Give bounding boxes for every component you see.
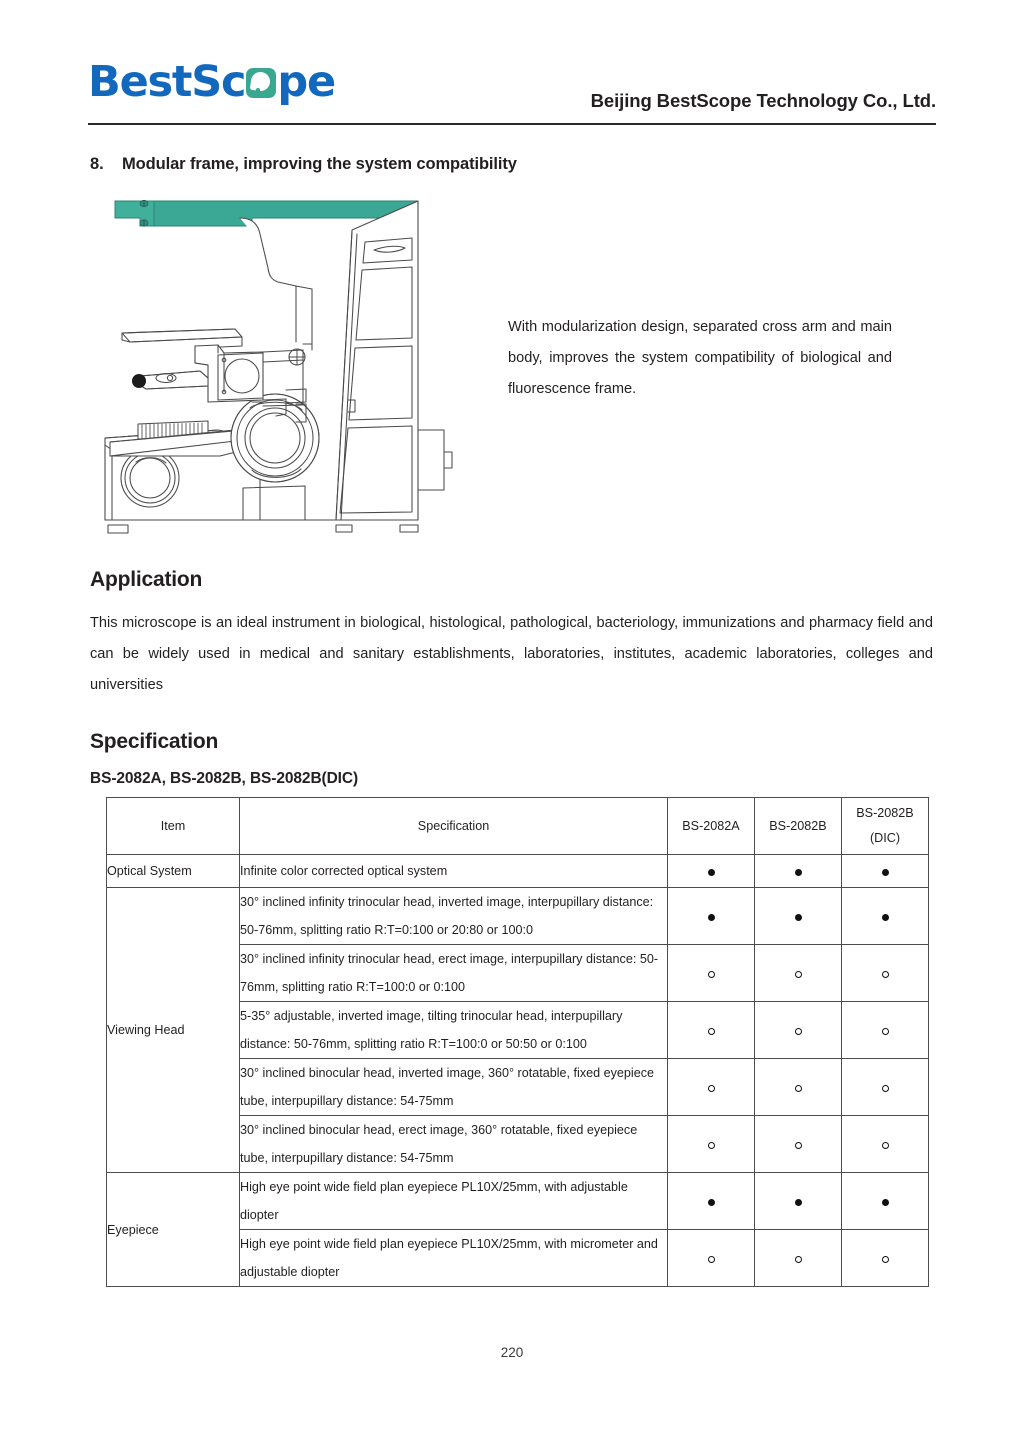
column-header-item: Item — [107, 798, 240, 855]
row-mark-bs2082b — [755, 855, 842, 888]
page-number: 220 — [500, 1345, 524, 1360]
row-mark-bs2082b — [755, 888, 842, 945]
row-mark-bs2082a — [668, 1116, 755, 1173]
row-mark-bs2082b-dic — [842, 1116, 929, 1173]
open-dot-icon — [882, 1028, 889, 1035]
open-dot-icon — [795, 1142, 802, 1149]
open-dot-icon — [708, 1142, 715, 1149]
open-dot-icon — [882, 1256, 889, 1263]
row-specification-text: 30° inclined infinity trinocular head, erect image, interpupillary distance: 50-76mm, splitting ratio R:T=100:0 or 0:100 — [240, 945, 668, 1002]
row-mark-bs2082b — [755, 945, 842, 1002]
open-dot-icon — [708, 971, 715, 978]
table-row — [107, 1173, 929, 1230]
row-specification-text: Infinite color corrected optical system — [240, 855, 668, 888]
row-mark-bs2082a — [668, 888, 755, 945]
row-mark-bs2082a — [668, 1173, 755, 1230]
specification-table — [106, 797, 929, 1287]
row-mark-bs2082b-dic — [842, 1002, 929, 1059]
open-dot-icon — [708, 1085, 715, 1092]
specification-heading: Specification — [90, 730, 219, 753]
filled-dot-icon — [882, 1199, 889, 1206]
logo-text-after: pe — [277, 56, 335, 107]
table-body — [107, 798, 929, 1287]
feature-title: Modular frame, improving the system compatibility — [122, 155, 517, 173]
bestscope-logo — [88, 58, 335, 106]
filled-dot-icon — [882, 869, 889, 876]
filled-dot-icon — [708, 1199, 715, 1206]
filled-dot-icon — [708, 914, 715, 921]
logo-wordmark — [88, 56, 335, 107]
column-header-dic-line2: (DIC) — [869, 831, 901, 845]
company-name: Beijing BestScope Technology Co., Ltd. — [590, 90, 936, 111]
column-header-specification: Specification — [240, 798, 668, 855]
row-item-label: Viewing Head — [107, 888, 240, 1173]
row-specification-text: 30° inclined binocular head, erect image, 360° rotatable, fixed eyepiece tube, interpupillary distance: 54-75mm — [240, 1116, 668, 1173]
row-mark-bs2082b — [755, 1173, 842, 1230]
row-item-label: Optical System — [107, 855, 240, 888]
open-dot-icon — [882, 971, 889, 978]
specification-table-container — [106, 797, 928, 1287]
filled-dot-icon — [882, 914, 889, 921]
lamp-pillar — [336, 201, 452, 532]
feature-heading — [90, 155, 930, 174]
feature-description: With modularization design, separated cross arm and main body, improves the system compatibility of biological and fluorescence frame. — [508, 319, 892, 397]
row-specification-text: 5-35° adjustable, inverted image, tilting trinocular head, interpupillary distance: 50-76mm, splitting ratio R:T=100:0 or 50:50 or 0:100 — [240, 1002, 668, 1059]
page-header — [88, 52, 936, 124]
row-mark-bs2082b — [755, 1116, 842, 1173]
row-mark-bs2082b — [755, 1230, 842, 1287]
row-mark-bs2082b-dic — [842, 888, 929, 945]
row-mark-bs2082b-dic — [842, 855, 929, 888]
row-mark-bs2082a — [668, 855, 755, 888]
row-mark-bs2082a — [668, 945, 755, 1002]
open-dot-icon — [795, 971, 802, 978]
table-row — [107, 855, 929, 888]
open-dot-icon — [882, 1142, 889, 1149]
row-mark-bs2082b-dic — [842, 945, 929, 1002]
row-mark-bs2082b — [755, 1059, 842, 1116]
open-dot-icon — [708, 1256, 715, 1263]
open-dot-icon — [795, 1028, 802, 1035]
table-row — [107, 888, 929, 945]
open-dot-icon — [882, 1085, 889, 1092]
row-specification-text: High eye point wide field plan eyepiece PL10X/25mm, with adjustable diopter — [240, 1173, 668, 1230]
row-specification-text: High eye point wide field plan eyepiece PL10X/25mm, with micrometer and adjustable diopter — [240, 1230, 668, 1287]
row-mark-bs2082a — [668, 1059, 755, 1116]
open-dot-icon — [795, 1085, 802, 1092]
row-mark-bs2082a — [668, 1002, 755, 1059]
filled-dot-icon — [795, 1199, 802, 1206]
column-header-bs2082b-dic — [842, 798, 929, 855]
feature-number: 8. — [90, 155, 104, 173]
row-mark-bs2082a — [668, 1230, 755, 1287]
filled-dot-icon — [795, 869, 802, 876]
body-column — [296, 286, 312, 350]
row-mark-bs2082b — [755, 1002, 842, 1059]
logo-text-before: BestSc — [88, 56, 246, 107]
filled-dot-icon — [795, 914, 802, 921]
application-heading: Application — [90, 568, 203, 591]
microscope-line-drawing — [100, 190, 460, 540]
column-header-dic-line1: BS-2082B — [856, 806, 914, 820]
table-header-row — [107, 798, 929, 855]
column-header-bs2082a: BS-2082A — [668, 798, 755, 855]
row-mark-bs2082b-dic — [842, 1173, 929, 1230]
filled-dot-icon — [708, 869, 715, 876]
row-specification-text: 30° inclined infinity trinocular head, inverted image, interpupillary distance: 50-76mm, splitting ratio R:T=0:100 or 20:80 or 100:0 — [240, 888, 668, 945]
row-mark-bs2082b-dic — [842, 1059, 929, 1116]
row-item-label: Eyepiece — [107, 1173, 240, 1287]
microscope-figure — [100, 190, 460, 540]
column-header-bs2082b: BS-2082B — [755, 798, 842, 855]
open-dot-icon — [795, 1256, 802, 1263]
specification-models-line: BS-2082A, BS-2082B, BS-2082B(DIC) — [90, 770, 359, 787]
header-divider — [88, 123, 936, 125]
open-dot-icon — [708, 1028, 715, 1035]
row-specification-text: 30° inclined binocular head, inverted image, 360° rotatable, fixed eyepiece tube, interpupillary distance: 54-75mm — [240, 1059, 668, 1116]
row-mark-bs2082b-dic — [842, 1230, 929, 1287]
logo-leaf-icon — [246, 68, 276, 98]
application-body: This microscope is an ideal instrument in biological, histological, pathological, bacteriology, immunizations and pharmacy field and can be widely used in medical and sanitary establishments, laboratories, institutes, academic laboratories, colleges and universities — [90, 615, 933, 693]
